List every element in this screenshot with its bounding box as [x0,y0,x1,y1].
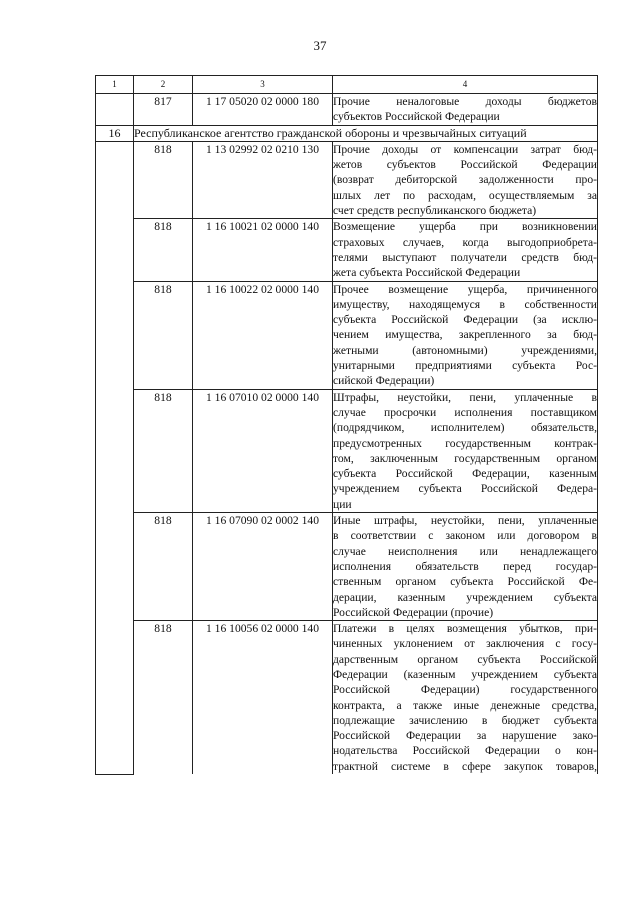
page-number: 37 [313,38,327,53]
revenue-code-cell: 1 16 07010 02 0000 140 [193,389,333,512]
description-line: чиненных уклонением от заключения с госу- [333,637,597,651]
admin-code-cell: 818 [134,141,193,218]
description-line: учреждением субъекта Российской Федера- [333,482,597,496]
description-line: дарственным органом субъекта Российской [333,652,597,666]
description-line: Иные штрафы, неустойки, пени, уплаченные [333,514,597,528]
table-row [96,219,598,281]
revenue-code-cell: 1 16 10022 02 0000 140 [193,281,333,389]
description-line: Прочие неналоговые доходы бюджетов [333,95,597,108]
description-line: случае просрочки исполнения поставщиком [333,405,597,419]
header-col-3: 3 [193,76,333,94]
table-header-row [96,76,598,94]
revenue-code-cell: 1 16 10021 02 0000 140 [193,219,333,281]
table-row [96,94,598,126]
description-line: Российской Федерации) государственного [333,683,597,697]
description-line: Прочие доходы от компенсации затрат бюд- [333,142,597,156]
description-line: шлых лет по расходам, осуществляемым за [333,188,597,202]
description-line: страховых случаев, когда выгодоприобрета- [333,235,597,249]
description-line: жетными (автономными) учреждениями, [333,343,597,357]
table-row [96,141,598,218]
revenue-code-cell: 1 16 10056 02 0000 140 [193,621,333,774]
row-number-cell [96,94,134,126]
description-line: чением имущества, закрепленного за бюд- [333,328,597,342]
revenue-table [95,75,598,775]
admin-code-cell: 818 [134,389,193,512]
description-line: ции [333,497,352,511]
description-line: случае неисполнения или ненадлежащего [333,544,597,558]
description-cell [333,94,598,126]
description-line: предусмотренных государственным контрак- [333,436,597,450]
admin-code-cell: 817 [134,94,193,126]
revenue-code-cell: 1 16 07090 02 0002 140 [193,513,333,621]
description-line: субъекта Российской Федерации, казенным [333,467,597,481]
description-line: сийской Федерации) [333,374,435,388]
description-line: Российской Федерации (прочие) [333,605,494,619]
description-line: имуществу, находящемуся в собственности [333,297,597,311]
table-row [96,281,598,389]
description-line: Платежи в целях возмещения убытков, при- [333,622,597,636]
description-line: Штрафы, неустойки, пени, уплаченные в [333,390,597,404]
table-row [96,621,598,774]
description-line: унитарными предприятиями субъекта Рос- [333,359,597,373]
description-line: субъектов Российской Федерации [333,110,500,124]
table-row [96,513,598,621]
row-number-cell [96,141,134,774]
description-line: субъекта Российской Федерации (за исклю- [333,313,597,327]
description-cell [333,389,598,512]
description-line: Российской Федерации за нарушение зако- [333,729,597,743]
header-col-1: 1 [96,76,134,94]
description-line: в соответствии с законом или договором в [333,529,597,543]
description-line: (возврат дебиторской задолженности про- [333,173,597,187]
admin-code-cell: 818 [134,219,193,281]
description-line: жетов субъектов Российской Федерации [333,158,597,172]
header-col-2: 2 [134,76,193,94]
revenue-code-cell: 1 13 02992 02 0210 130 [193,141,333,218]
description-line: Федерации (казенным учреждением субъекта [333,667,597,681]
description-line: трактной системе в сфере закупок товаров, [333,759,597,773]
description-line: дерации, казенным учреждением субъекта [333,590,597,604]
description-line: Прочее возмещение ущерба, причиненного [333,282,597,296]
description-line: жета субъекта Российской Федерации [333,266,521,280]
header-col-4: 4 [333,76,598,94]
description-line: телями выступают получатели средств бюд- [333,250,597,264]
organization-row [96,125,598,141]
description-line: нодательства Российской Федерации о кон- [333,744,597,758]
table-row [96,389,598,512]
description-line: счет средств республиканского бюджета) [333,204,537,218]
description-line: том, заключенным государственным органом [333,451,597,465]
description-line: Возмещение ущерба при возникновении [333,220,597,234]
description-line: ственным органом субъекта Российской Фе- [333,575,597,589]
description-line: (подрядчиком, исполнителем) обязательств, [333,421,597,435]
description-line: контракта, а также иные денежные средства, [333,698,597,712]
description-cell [333,141,598,218]
description-cell [333,513,598,621]
description-line: исполнения обязательств перед государ- [333,559,597,573]
admin-code-cell: 818 [134,281,193,389]
organization-number: 16 [96,125,134,141]
description-cell [333,219,598,281]
description-cell [333,621,598,774]
admin-code-cell: 818 [134,513,193,621]
admin-code-cell: 818 [134,621,193,774]
description-line: подлежащие зачислению в бюджет субъекта [333,713,597,727]
description-cell [333,281,598,389]
organization-name: Республиканское агентство гражданской обороны и чрезвычайных ситуаций [134,125,598,141]
revenue-code-cell: 1 17 05020 02 0000 180 [193,94,333,126]
